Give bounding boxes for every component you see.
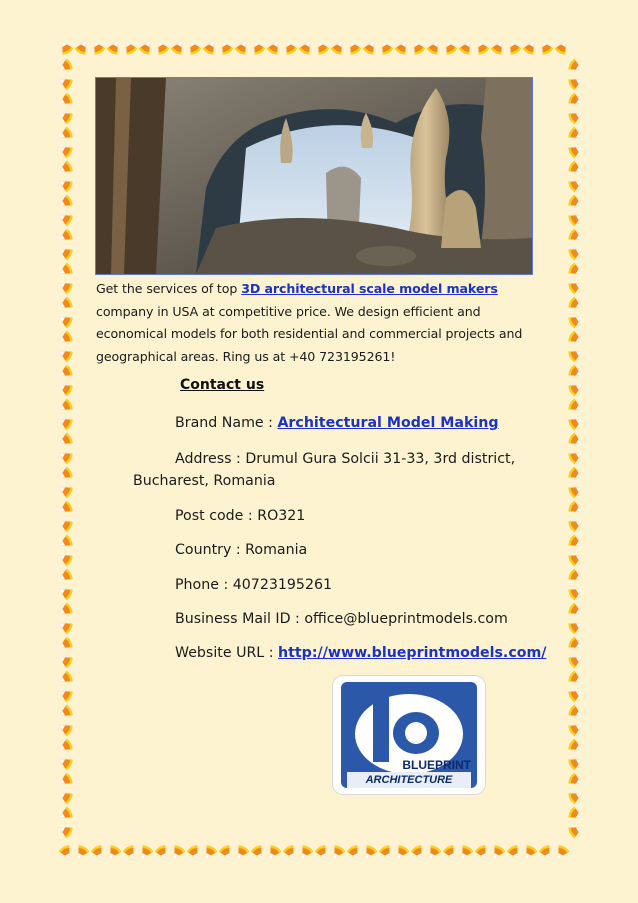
candy-corn-icon bbox=[567, 806, 585, 823]
candy-corn-icon bbox=[169, 844, 186, 862]
candy-corn-icon bbox=[201, 844, 218, 862]
brand-name-label: Brand Name : bbox=[175, 415, 278, 431]
candy-corn-icon bbox=[567, 414, 585, 431]
candy-corn-icon bbox=[56, 296, 74, 313]
email-label: Business Mail ID : bbox=[175, 611, 305, 627]
hero-image-cave-model bbox=[95, 77, 533, 275]
address-label: Address : bbox=[175, 451, 246, 467]
candy-corn-icon bbox=[567, 176, 585, 193]
intro-paragraph bbox=[96, 278, 541, 368]
candy-corn-icon bbox=[567, 398, 585, 415]
candy-corn-icon bbox=[567, 432, 585, 449]
candy-corn-icon bbox=[567, 466, 585, 483]
candy-corn-icon bbox=[56, 534, 74, 551]
candy-corn-icon bbox=[567, 652, 585, 669]
candy-corn-icon bbox=[567, 108, 585, 125]
candy-corn-icon bbox=[490, 38, 507, 56]
candy-corn-icon bbox=[425, 844, 442, 862]
candy-corn-icon bbox=[56, 670, 74, 687]
candy-corn-icon bbox=[56, 432, 74, 449]
intro-text-start: Get the services of top bbox=[96, 281, 242, 296]
candy-corn-icon bbox=[567, 500, 585, 517]
candy-corn-icon bbox=[56, 228, 74, 245]
address-row-continued bbox=[133, 470, 275, 492]
postcode-label: Post code : bbox=[175, 508, 258, 524]
candy-corn-icon bbox=[567, 788, 585, 805]
candy-corn-icon bbox=[56, 278, 74, 295]
candy-corn-icon bbox=[505, 38, 522, 56]
website-label: Website URL : bbox=[175, 645, 279, 661]
candy-corn-icon bbox=[154, 844, 171, 862]
candy-corn-icon bbox=[567, 602, 585, 619]
candy-corn-icon bbox=[56, 500, 74, 517]
candy-corn-icon bbox=[537, 38, 554, 56]
candy-corn-icon bbox=[458, 38, 475, 56]
candy-corn-icon bbox=[56, 312, 74, 329]
contact-heading: Contact us bbox=[180, 377, 265, 393]
candy-corn-icon bbox=[567, 670, 585, 687]
candy-corn-icon bbox=[567, 142, 585, 159]
candy-corn-icon bbox=[567, 380, 585, 397]
candy-corn-icon bbox=[185, 38, 202, 56]
brand-name-row bbox=[175, 412, 499, 434]
candy-corn-icon bbox=[56, 516, 74, 533]
candy-corn-icon bbox=[567, 74, 585, 91]
candy-corn-icon bbox=[567, 636, 585, 653]
candy-corn-icon bbox=[56, 738, 74, 755]
candy-corn-icon bbox=[56, 74, 74, 91]
candy-corn-icon bbox=[567, 194, 585, 211]
candy-corn-icon bbox=[521, 844, 538, 862]
candy-corn-icon bbox=[56, 380, 74, 397]
logo-text-blueprint: BLUEPRINT bbox=[402, 758, 471, 772]
candy-corn-icon bbox=[233, 844, 250, 862]
candy-corn-icon bbox=[56, 788, 74, 805]
candy-corn-icon bbox=[345, 38, 362, 56]
candy-corn-icon bbox=[346, 844, 363, 862]
candy-corn-icon bbox=[567, 244, 585, 261]
candy-corn-icon bbox=[56, 448, 74, 465]
website-link[interactable]: http://www.blueprintmodels.com/ bbox=[278, 645, 547, 661]
candy-corn-icon bbox=[567, 278, 585, 295]
candy-corn-icon bbox=[89, 38, 106, 56]
blueprint-architecture-logo bbox=[333, 676, 485, 794]
candy-corn-icon bbox=[567, 364, 585, 381]
candy-corn-icon bbox=[56, 58, 74, 75]
candy-corn-icon bbox=[567, 330, 585, 347]
postcode-value: RO321 bbox=[257, 508, 306, 524]
candy-corn-icon bbox=[474, 844, 491, 862]
candy-corn-icon bbox=[377, 38, 394, 56]
candy-corn-icon bbox=[218, 844, 235, 862]
candy-corn-icon bbox=[567, 92, 585, 109]
candy-corn-icon bbox=[217, 38, 234, 56]
candy-corn-icon bbox=[234, 38, 251, 56]
candy-corn-icon bbox=[361, 844, 378, 862]
candy-corn-icon bbox=[538, 844, 555, 862]
website-row bbox=[175, 642, 546, 664]
candy-corn-icon bbox=[330, 38, 347, 56]
candy-corn-icon bbox=[56, 822, 74, 839]
candy-corn-icon bbox=[441, 38, 458, 56]
candy-corn-icon bbox=[56, 686, 74, 703]
candy-corn-icon bbox=[170, 38, 187, 56]
candy-corn-icon bbox=[489, 844, 506, 862]
candy-corn-icon bbox=[56, 652, 74, 669]
candy-corn-icon bbox=[522, 38, 539, 56]
candy-corn-icon bbox=[567, 58, 585, 75]
candy-corn-icon bbox=[567, 584, 585, 601]
phone-value: 40723195261 bbox=[232, 577, 333, 593]
country-label: Country : bbox=[175, 542, 246, 558]
candy-corn-icon bbox=[56, 754, 74, 771]
candy-corn-icon bbox=[56, 720, 74, 737]
candy-corn-icon bbox=[56, 602, 74, 619]
candy-corn-icon bbox=[56, 160, 74, 177]
candy-corn-icon bbox=[56, 346, 74, 363]
candy-corn-icon bbox=[56, 194, 74, 211]
candy-corn-icon bbox=[106, 38, 123, 56]
candy-corn-icon bbox=[282, 844, 299, 862]
candy-corn-icon bbox=[506, 844, 523, 862]
candy-corn-icon bbox=[567, 262, 585, 279]
candy-corn-icon bbox=[90, 844, 107, 862]
country-row bbox=[175, 539, 307, 561]
candy-corn-icon bbox=[567, 210, 585, 227]
candy-corn-icon bbox=[394, 38, 411, 56]
email-row bbox=[175, 608, 508, 630]
candy-corn-icon bbox=[362, 38, 379, 56]
logo-text-architecture: ARCHITECTURE bbox=[347, 772, 471, 788]
candy-corn-icon bbox=[56, 126, 74, 143]
candy-corn-icon bbox=[567, 720, 585, 737]
candy-corn-icon bbox=[153, 38, 170, 56]
candy-corn-icon bbox=[56, 568, 74, 585]
candy-corn-icon bbox=[56, 772, 74, 789]
candy-corn-icon bbox=[567, 126, 585, 143]
candy-corn-icon bbox=[567, 534, 585, 551]
candy-corn-icon bbox=[56, 142, 74, 159]
candy-corn-icon bbox=[298, 38, 315, 56]
candy-corn-icon bbox=[473, 38, 490, 56]
candy-corn-icon bbox=[567, 686, 585, 703]
candy-corn-icon bbox=[249, 38, 266, 56]
candy-corn-icon bbox=[567, 228, 585, 245]
candy-corn-icon bbox=[56, 466, 74, 483]
candy-corn-icon bbox=[266, 38, 283, 56]
email-value[interactable]: office@blueprintmodels.com bbox=[304, 611, 508, 627]
candy-corn-icon bbox=[567, 312, 585, 329]
candy-corn-icon bbox=[74, 38, 91, 56]
candy-corn-icon bbox=[56, 262, 74, 279]
candy-corn-icon bbox=[313, 38, 330, 56]
candy-corn-icon bbox=[393, 844, 410, 862]
candy-corn-icon bbox=[567, 772, 585, 789]
candy-corn-icon bbox=[567, 822, 585, 839]
candy-corn-icon bbox=[426, 38, 443, 56]
address-line1: Drumul Gura Solcii 31-33, 3rd district, bbox=[245, 451, 516, 467]
candy-corn-icon bbox=[56, 584, 74, 601]
candy-corn-icon bbox=[56, 806, 74, 823]
candy-corn-icon bbox=[56, 636, 74, 653]
candy-corn-icon bbox=[378, 844, 395, 862]
candy-corn-icon bbox=[56, 244, 74, 261]
postcode-row bbox=[175, 505, 305, 527]
candy-corn-icon bbox=[58, 844, 75, 862]
candy-corn-icon bbox=[457, 844, 474, 862]
address-line2: Bucharest, Romania bbox=[133, 473, 276, 489]
candy-corn-icon bbox=[567, 296, 585, 313]
candy-corn-icon bbox=[56, 482, 74, 499]
candy-corn-icon bbox=[410, 844, 427, 862]
candy-corn-icon bbox=[567, 482, 585, 499]
phone-label: Phone : bbox=[175, 577, 233, 593]
country-value: Romania bbox=[245, 542, 308, 558]
candy-corn-icon bbox=[567, 448, 585, 465]
candy-corn-icon bbox=[553, 844, 570, 862]
candy-corn-icon bbox=[56, 398, 74, 415]
candy-corn-icon bbox=[297, 844, 314, 862]
candy-corn-icon bbox=[567, 754, 585, 771]
candy-corn-icon bbox=[56, 414, 74, 431]
candy-corn-icon bbox=[105, 844, 122, 862]
candy-corn-icon bbox=[56, 330, 74, 347]
candy-corn-icon bbox=[73, 844, 90, 862]
candy-corn-icon bbox=[186, 844, 203, 862]
address-row bbox=[175, 448, 515, 470]
candy-corn-icon bbox=[57, 38, 74, 56]
candy-corn-icon bbox=[567, 160, 585, 177]
candy-corn-icon bbox=[56, 92, 74, 109]
candy-corn-icon bbox=[567, 738, 585, 755]
candy-corn-icon bbox=[56, 618, 74, 635]
brand-name-link[interactable]: Architectural Model Making bbox=[277, 415, 499, 431]
candy-corn-icon bbox=[250, 844, 267, 862]
candy-corn-icon bbox=[56, 550, 74, 567]
phone-row bbox=[175, 574, 332, 596]
candy-corn-icon bbox=[137, 844, 154, 862]
candy-corn-icon bbox=[567, 550, 585, 567]
intro-text-rest: company in USA at competitive price. We design efficient and economical models for both residential and commercial projects and geographical areas. Ring us at +40 723195261! bbox=[96, 303, 523, 364]
candy-corn-icon bbox=[265, 844, 282, 862]
candy-corn-icon bbox=[567, 618, 585, 635]
candy-corn-icon bbox=[138, 38, 155, 56]
candy-corn-icon bbox=[56, 704, 74, 721]
model-makers-link[interactable]: 3D architectural scale model makers bbox=[241, 281, 498, 296]
candy-corn-icon bbox=[567, 346, 585, 363]
candy-corn-icon bbox=[554, 38, 571, 56]
candy-corn-icon bbox=[409, 38, 426, 56]
candy-corn-icon bbox=[567, 704, 585, 721]
candy-corn-icon bbox=[56, 210, 74, 227]
candy-corn-icon bbox=[56, 364, 74, 381]
candy-corn-icon bbox=[314, 844, 331, 862]
candy-corn-icon bbox=[122, 844, 139, 862]
candy-corn-icon bbox=[442, 844, 459, 862]
candy-corn-icon bbox=[281, 38, 298, 56]
candy-corn-icon bbox=[567, 568, 585, 585]
candy-corn-icon bbox=[567, 516, 585, 533]
candy-corn-icon bbox=[56, 176, 74, 193]
candy-corn-icon bbox=[56, 108, 74, 125]
candy-corn-icon bbox=[329, 844, 346, 862]
logo-blue-panel bbox=[341, 682, 477, 788]
candy-corn-icon bbox=[202, 38, 219, 56]
candy-corn-icon bbox=[121, 38, 138, 56]
